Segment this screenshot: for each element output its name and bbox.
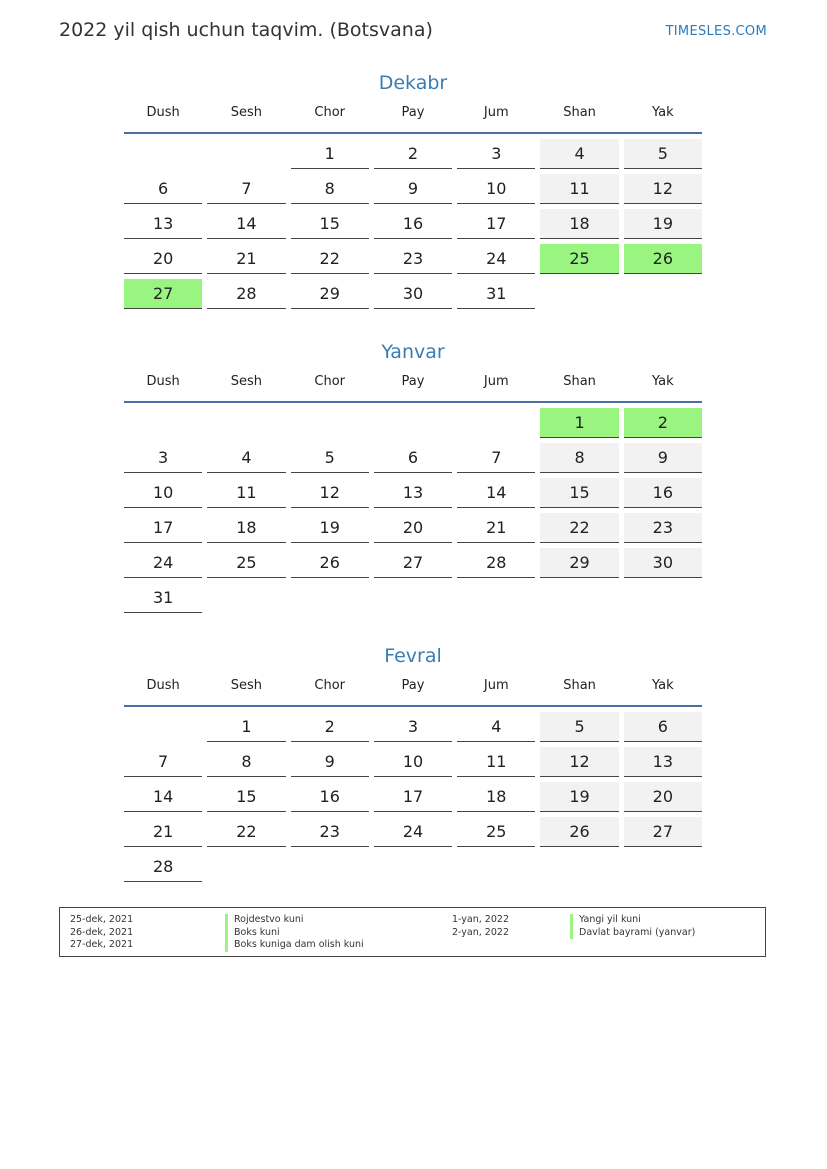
month-february	[124, 643, 702, 882]
weekday-label: Dush	[146, 105, 180, 120]
empty-cell	[124, 712, 202, 742]
page-title: 2022 yil qish uchun taqvim. (Botsvana)	[59, 19, 433, 41]
day-cell[interactable]: 5	[291, 443, 369, 473]
day-cell[interactable]: 24	[124, 548, 202, 578]
day-grid	[124, 139, 702, 309]
day-cell[interactable]: 21	[457, 513, 535, 543]
day-cell[interactable]: 4	[457, 712, 535, 742]
day-cell[interactable]: 16	[291, 782, 369, 812]
day-cell[interactable]: 17	[124, 513, 202, 543]
weekday-label: Sesh	[230, 105, 263, 120]
day-cell[interactable]: 18	[457, 782, 535, 812]
day-cell[interactable]: 27	[374, 548, 452, 578]
day-cell[interactable]: 6	[124, 174, 202, 204]
empty-cell	[207, 852, 285, 882]
month-december	[124, 70, 702, 309]
empty-cell	[624, 279, 702, 309]
day-cell[interactable]: 26	[540, 817, 618, 847]
day-cell[interactable]: 15	[207, 782, 285, 812]
weekday-label: Yak	[652, 678, 674, 693]
holiday-day-cell[interactable]: 1	[540, 408, 618, 438]
day-grid	[124, 712, 702, 882]
legend-date: 27-dek, 2021	[70, 939, 134, 950]
day-cell[interactable]: 13	[624, 747, 702, 777]
legend-date: 2-yan, 2022	[452, 926, 509, 938]
holiday-day-cell[interactable]: 27	[124, 279, 202, 309]
day-cell[interactable]: 3	[457, 139, 535, 169]
day-cell[interactable]: 19	[291, 513, 369, 543]
empty-cell	[291, 583, 369, 613]
day-cell[interactable]: 5	[624, 139, 702, 169]
day-cell[interactable]: 30	[374, 279, 452, 309]
day-cell[interactable]: 17	[457, 209, 535, 239]
day-cell[interactable]: 19	[624, 209, 702, 239]
day-cell[interactable]: 26	[291, 548, 369, 578]
day-cell[interactable]: 2	[374, 139, 452, 169]
weekday-label: Pay	[401, 374, 425, 389]
empty-cell	[207, 583, 285, 613]
day-cell[interactable]: 22	[207, 817, 285, 847]
empty-cell	[374, 583, 452, 613]
empty-cell	[540, 279, 618, 309]
day-cell[interactable]: 11	[457, 747, 535, 777]
day-cell[interactable]: 27	[624, 817, 702, 847]
day-cell[interactable]: 22	[291, 244, 369, 274]
day-cell[interactable]: 3	[374, 712, 452, 742]
day-cell[interactable]: 12	[624, 174, 702, 204]
day-cell[interactable]: 23	[374, 244, 452, 274]
empty-cell	[540, 583, 618, 613]
day-cell[interactable]: 13	[374, 478, 452, 508]
month-title: Yanvar	[381, 341, 445, 363]
day-cell[interactable]: 12	[291, 478, 369, 508]
weekday-label: Yak	[652, 105, 674, 120]
day-cell[interactable]: 14	[124, 782, 202, 812]
weekday-label: Jum	[483, 374, 509, 389]
weekday-label: Sesh	[230, 678, 263, 693]
holiday-day-cell[interactable]: 2	[624, 408, 702, 438]
weekday-label: Dush	[146, 678, 180, 693]
legend-right-names	[570, 914, 695, 939]
day-cell[interactable]: 11	[540, 174, 618, 204]
day-cell[interactable]: 20	[374, 513, 452, 543]
day-cell[interactable]: 22	[540, 513, 618, 543]
day-cell[interactable]: 18	[207, 513, 285, 543]
weekday-label: Shan	[563, 374, 596, 389]
day-cell[interactable]: 2	[291, 712, 369, 742]
day-cell[interactable]: 7	[457, 443, 535, 473]
day-cell[interactable]: 4	[540, 139, 618, 169]
empty-cell	[457, 408, 535, 438]
day-cell[interactable]: 10	[457, 174, 535, 204]
legend-holiday-name: Yangi yil kuni	[570, 914, 695, 927]
day-cell[interactable]: 7	[207, 174, 285, 204]
weekday-label: Dush	[146, 374, 180, 389]
weekday-header	[124, 373, 702, 403]
day-cell[interactable]: 30	[624, 548, 702, 578]
day-cell[interactable]: 20	[624, 782, 702, 812]
day-cell[interactable]: 1	[291, 139, 369, 169]
legend-holiday-name: Rojdestvo kuni	[225, 914, 364, 927]
legend-date: 1-yan, 2022	[452, 914, 509, 925]
empty-cell	[624, 852, 702, 882]
day-cell[interactable]: 25	[457, 817, 535, 847]
day-cell[interactable]: 6	[374, 443, 452, 473]
day-cell[interactable]: 3	[124, 443, 202, 473]
empty-cell	[624, 583, 702, 613]
day-cell[interactable]: 9	[291, 747, 369, 777]
empty-cell	[540, 852, 618, 882]
empty-cell	[291, 408, 369, 438]
day-cell[interactable]: 8	[540, 443, 618, 473]
legend-date: 26-dek, 2021	[70, 926, 134, 938]
weekday-label: Chor	[314, 105, 346, 120]
month-title: Fevral	[384, 645, 442, 667]
legend-left-names	[225, 914, 364, 952]
day-cell[interactable]: 31	[457, 279, 535, 309]
weekday-label: Jum	[483, 105, 509, 120]
day-cell[interactable]: 29	[291, 279, 369, 309]
weekday-header	[124, 677, 702, 707]
empty-cell	[457, 583, 535, 613]
day-cell[interactable]: 25	[207, 548, 285, 578]
day-grid	[124, 408, 702, 613]
holiday-legend	[59, 907, 766, 957]
weekday-label: Shan	[563, 678, 596, 693]
day-cell[interactable]: 16	[624, 478, 702, 508]
empty-cell	[124, 139, 202, 169]
holiday-day-cell[interactable]: 26	[624, 244, 702, 274]
day-cell[interactable]: 17	[374, 782, 452, 812]
empty-cell	[374, 852, 452, 882]
day-cell[interactable]: 13	[124, 209, 202, 239]
legend-left-dates	[70, 914, 133, 952]
legend-holiday-name: Davlat bayrami (yanvar)	[570, 927, 695, 940]
day-cell[interactable]: 28	[457, 548, 535, 578]
legend-right-dates	[452, 914, 509, 939]
day-cell[interactable]: 14	[457, 478, 535, 508]
day-cell[interactable]: 23	[291, 817, 369, 847]
day-cell[interactable]: 6	[624, 712, 702, 742]
day-cell[interactable]: 31	[124, 583, 202, 613]
weekday-label: Chor	[314, 678, 346, 693]
day-cell[interactable]: 16	[374, 209, 452, 239]
empty-cell	[124, 408, 202, 438]
day-cell[interactable]: 9	[624, 443, 702, 473]
day-cell[interactable]: 12	[540, 747, 618, 777]
day-cell[interactable]: 18	[540, 209, 618, 239]
day-cell[interactable]: 15	[540, 478, 618, 508]
day-cell[interactable]: 8	[207, 747, 285, 777]
day-cell[interactable]: 19	[540, 782, 618, 812]
holiday-day-cell[interactable]: 25	[540, 244, 618, 274]
weekday-header	[124, 104, 702, 134]
day-cell[interactable]: 20	[124, 244, 202, 274]
empty-cell	[291, 852, 369, 882]
day-cell[interactable]: 21	[124, 817, 202, 847]
day-cell[interactable]: 5	[540, 712, 618, 742]
weekday-label: Chor	[314, 374, 346, 389]
weekday-label: Shan	[563, 105, 596, 120]
day-cell[interactable]: 10	[374, 747, 452, 777]
day-cell[interactable]: 10	[124, 478, 202, 508]
day-cell[interactable]: 21	[207, 244, 285, 274]
day-cell[interactable]: 11	[207, 478, 285, 508]
legend-holiday-name: Boks kuni	[225, 927, 364, 940]
month-january	[124, 339, 702, 613]
day-cell[interactable]: 15	[291, 209, 369, 239]
day-cell[interactable]: 24	[374, 817, 452, 847]
empty-cell	[207, 408, 285, 438]
day-cell[interactable]: 4	[207, 443, 285, 473]
day-cell[interactable]: 28	[207, 279, 285, 309]
weekday-label: Sesh	[230, 374, 263, 389]
legend-holiday-name: Boks kuniga dam olish kuni	[225, 939, 364, 952]
day-cell[interactable]: 23	[624, 513, 702, 543]
weekday-label: Pay	[401, 105, 425, 120]
legend-date: 25-dek, 2021	[70, 914, 134, 925]
empty-cell	[207, 139, 285, 169]
empty-cell	[457, 852, 535, 882]
month-title: Dekabr	[378, 72, 448, 94]
day-cell[interactable]: 8	[291, 174, 369, 204]
weekday-label: Jum	[483, 678, 509, 693]
day-cell[interactable]: 1	[207, 712, 285, 742]
day-cell[interactable]: 14	[207, 209, 285, 239]
weekday-label: Pay	[401, 678, 425, 693]
site-link[interactable]: TIMESLES.COM	[665, 24, 767, 39]
day-cell[interactable]: 9	[374, 174, 452, 204]
day-cell[interactable]: 28	[124, 852, 202, 882]
empty-cell	[374, 408, 452, 438]
day-cell[interactable]: 29	[540, 548, 618, 578]
weekday-label: Yak	[652, 374, 674, 389]
day-cell[interactable]: 7	[124, 747, 202, 777]
day-cell[interactable]: 24	[457, 244, 535, 274]
